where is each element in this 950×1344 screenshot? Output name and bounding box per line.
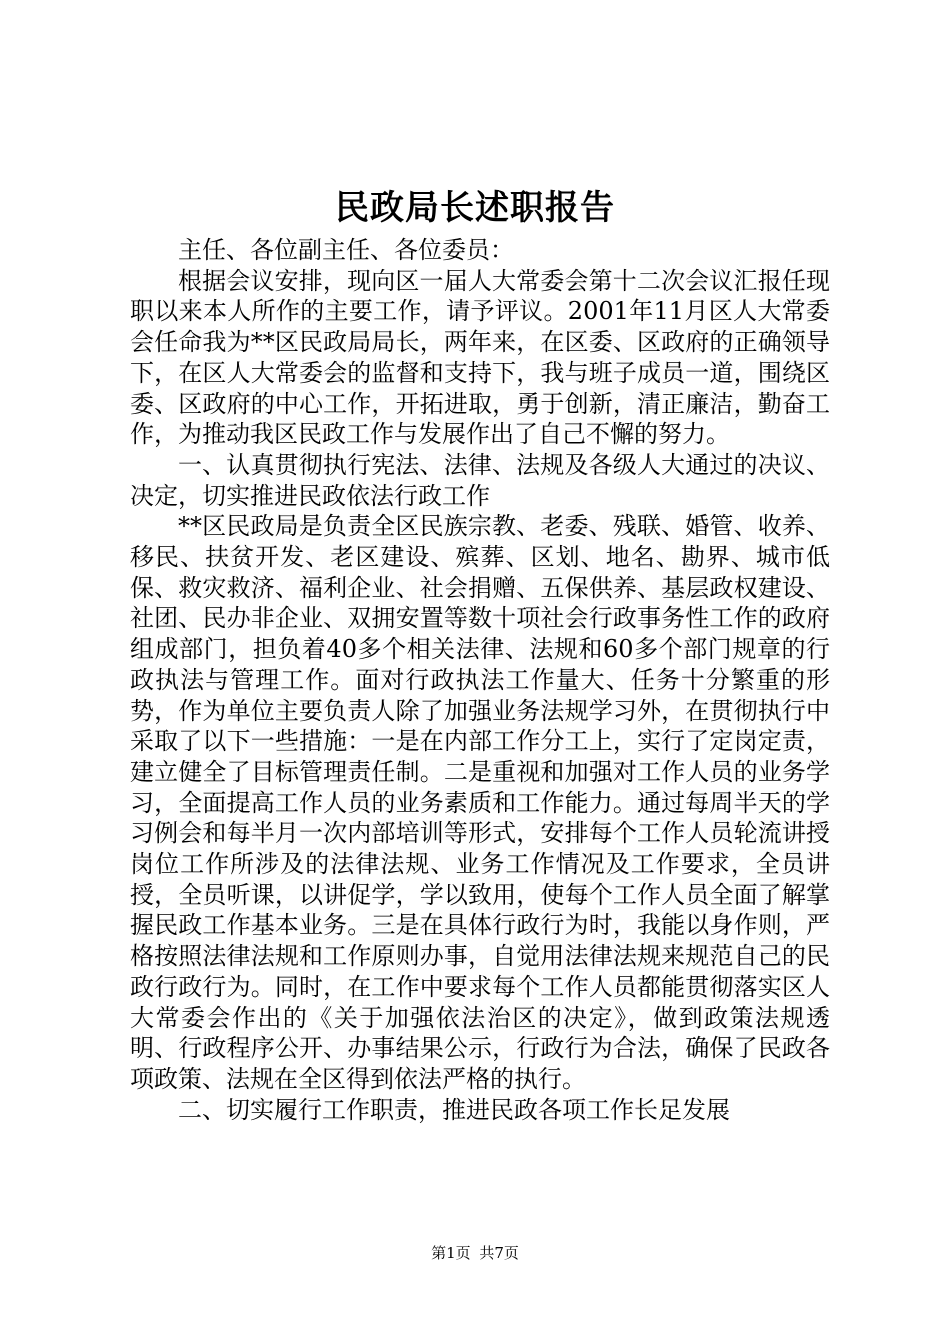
salutation-paragraph: 主任、各位副主任、各位委员： <box>178 236 514 264</box>
document-title: 民政局长述职报告 <box>335 188 615 228</box>
page-number: 第1页 <box>431 1244 471 1262</box>
intro-paragraph: 根据会议安排，现向区一届人大常委会第十二次会议汇报任现职以来本人所作的主要工作，请予评议。2001年11月区人大常委会任命我为**区民政局局长，两年来，在区委、区政府的正确领导下，在区人大常委会的监督和支持下，我与班子成员一道，围绕区委、区政府的中心工作，开拓进取，勇于创新，清正廉洁，勤奋工作，为推动我区民政工作与发展作出了自己不懈的努力。 <box>130 266 830 449</box>
document-body <box>130 235 830 1125</box>
page-total: 共7页 <box>479 1244 519 1262</box>
section-heading-1: 一、认真贯彻执行宪法、法律、法规及各级人大通过的决议、决定，切实推进民政依法行政工作 <box>130 450 830 510</box>
section-heading-2: 二、切实履行工作职责，推进民政各项工作长足发展 <box>178 1095 730 1124</box>
page-footer <box>0 1243 950 1263</box>
section-1-paragraph: **区民政局是负责全区民族宗教、老委、残联、婚管、收养、移民、扶贫开发、老区建设、殡葬、区划、地名、勘界、城市低保、救灾救济、福利企业、社会捐赠、五保供养、基层政权建设、社团、民办非企业、双拥安置等数十项社会行政事务性工作的政府组成部门，担负着40多个相关法律、法规和60多个部门规章的行政执法与管理工作。面对行政执法工作量大、任务十分繁重的形势，作为单位主要负责人除了加强业务法规学习外，在贯彻执行中采取了以下一些措施：一是在内部工作分工上，实行了定岗定责，建立健全了目标管理责任制。二是重视和加强对工作人员的业务学习，全面提高工作人员的业务素质和工作能力。通过每周半天的学习例会和每半月一次内部培训等形式，安排每个工作人员轮流讲授岗位工作所涉及的法律法规、业务工作情况及工作要求，全员讲授，全员听课，以讲促学，学以致用，使每个工作人员全面了解掌握民政工作基本业务。三是在具体行政行为时，我能以身作则，严格按照法律法规和工作原则办事，自觉用法律法规来规范自己的民政行政行为。同时，在工作中要求每个工作人员都能贯彻落实区人大常委会作出的《关于加强依法治区的决定》，做到政策法规透明、行政程序公开、办事结果公示，行政行为合法，确保了民政各项政策、法规在全区得到依法严格的执行。 <box>130 512 830 1093</box>
